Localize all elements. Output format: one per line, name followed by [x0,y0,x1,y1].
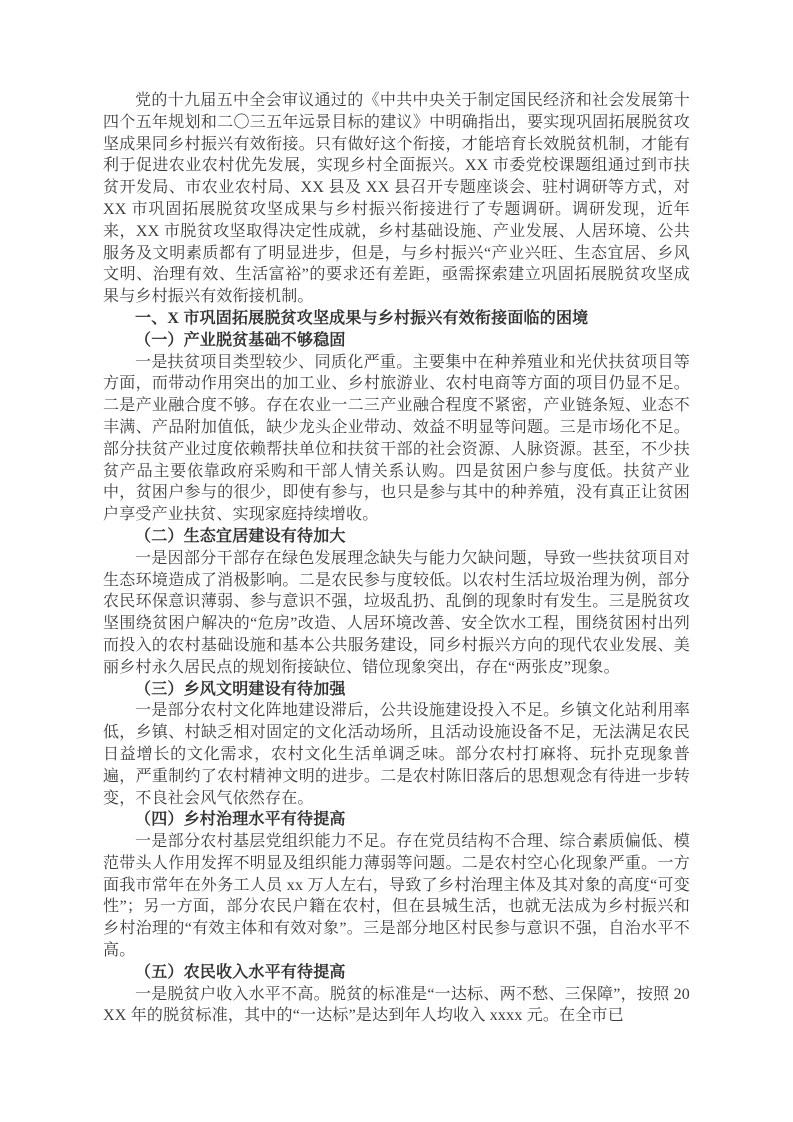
subsection-heading: （三）乡风文明建设有待加强 [135,680,346,698]
section-heading: 一、X 市巩固拓展脱贫攻坚成果与乡村振兴有效衔接面临的困境 [135,309,589,327]
document-content [103,90,690,1027]
body-paragraph: 一是因部分干部存在绿色发展理念缺失与能力欠缺问题，导致一些扶贫项目对生态环境造成了消极影响。二是农民参与度较低。以农村生活垃圾治理为例，部分农民环保意识薄弱、参与意识不强，垃圾乱扔、乱倒的现象时有发生。三是脱贫攻坚围绕贫困户解决的“危房”改造、人居环境改善、安全饮水工程，围绕贫困村出列而投入的农村基础设施和基本公共服务建设，同乡村振兴方向的现代农业发展、美丽乡村永久居民点的规划衔接缺位、错位现象突出，存在“两张皮”现象。 [103,549,690,676]
body-paragraph: 一是脱贫户收入水平不高。脱贫的标准是“一达标、两不愁、三保障”，按照 20XX 年的脱贫标准，其中的“一达标”是达到年人均收入 xxxx 元。在全市已 [103,985,690,1025]
subsection-heading: （四）乡村治理水平有待提高 [135,811,346,829]
body-paragraph: 一是扶贫项目类型较少、同质化严重。主要集中在种养殖业和光伏扶贫项目等方面，而带动作用突出的加工业、乡村旅游业、农村电商等方面的项目仍显不足。二是产业融合度不够。存在农业一二三产业融合程度不紧密，产业链条短、业态不丰满、产品附加值低，缺少龙头企业带动、效益不明显等问题。三是市场化不足。部分扶贫产业过度依赖帮扶单位和扶贫干部的社会资源、人脉资源。甚至，不少扶贫产品主要依靠政府采购和干部人情关系认购。四是贫困户参与度低。扶贫产业中，贫困户参与的很少，即使有参与，也只是参与其中的种养殖，没有真正让贫困户享受产业扶贫、实现家庭持续增收。 [103,353,690,524]
body-paragraph: 一是部分农村文化阵地建设滞后，公共设施建设投入不足。乡镇文化站利用率低，乡镇、村缺乏相对固定的文化活动场所，且活动设施设备不足，无法满足农民日益增长的文化需求，农村文化生活单调乏味。部分农村打麻将、玩扑克现象普遍，严重制约了农村精神文明的进步。二是农村陈旧落后的思想观念有待进一步转变，不良社会风气依然存在。 [103,702,690,807]
subsection-heading: （一）产业脱贫基础不够稳固 [135,331,346,349]
body-paragraph: 一是部分农村基层党组织能力不足。存在党员结构不合理、综合素质偏低、模范带头人作用发挥不明显及组织能力薄弱等问题。二是农村空心化现象严重。一方面我市常年在外务工人员 xx 万人左右，导致了乡村治理主体及其对象的高度“可变性”；另一方面，部分农民户籍在农村，但在县城生活，也就无法成为乡村振兴和乡村治理的“有效主体和有效对象”。三是部分地区村民参与意识不强，自治水平不高。 [103,833,690,960]
subsection-heading: （五）农民收入水平有待提高 [135,963,346,981]
subsection-heading: （二）生态宜居建设有待加大 [135,527,346,545]
body-paragraph: 党的十九届五中全会审议通过的《中共中央关于制定国民经济和社会发展第十四个五年规划和二〇三五年远景目标的建议》中明确指出，要实现巩固拓展脱贫攻坚成果同乡村振兴有效衔接。只有做好这个衔接，才能培育长效脱贫机制，才能有利于促进农业农村优先发展，实现乡村全面振兴。XX 市委党校课题组通过到市扶贫开发局、市农业农村局、XX 县及 XX 县召开专题座谈会、驻村调研等方式，对 XX 市巩固拓展脱贫攻坚成果与乡村振兴衔接进行了专题调研。调研发现，近年来，XX 市脱贫攻坚取得决定性成就，乡村基础设施、产业发展、人居环境、公共服务及文明素质都有了明显进步，但是，与乡村振兴“产业兴旺、生态宜居、乡风文明、治理有效、生活富裕”的要求还有差距，亟需探索建立巩固拓展脱贫攻坚成果与乡村振兴有效衔接机制。 [103,92,690,306]
